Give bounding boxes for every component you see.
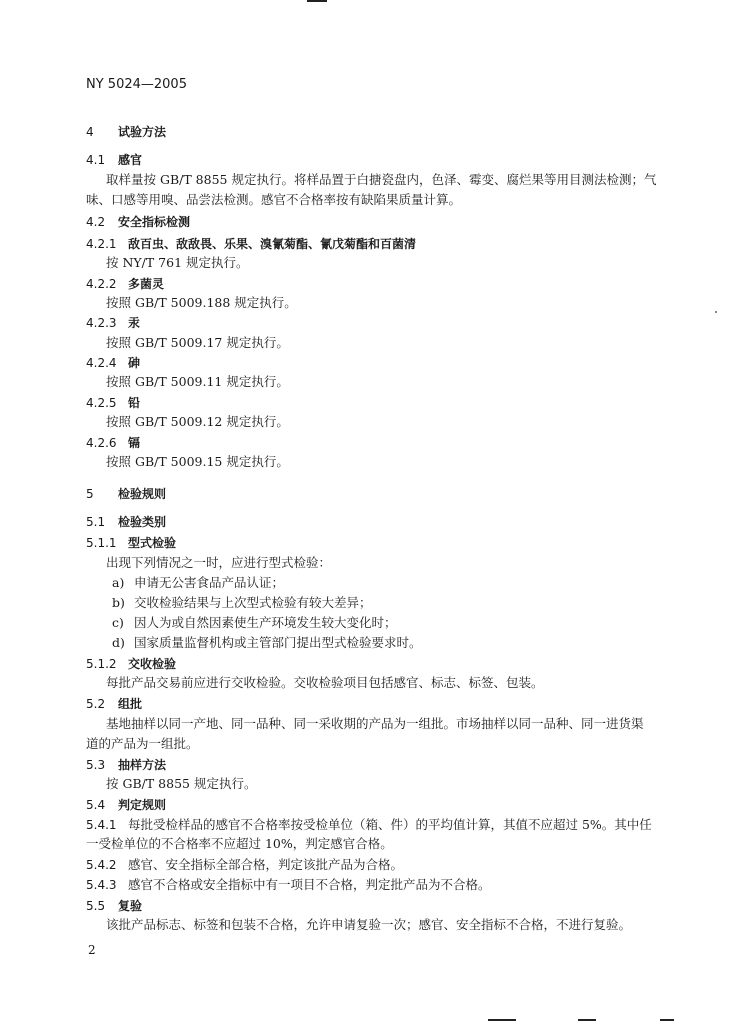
section-heading: 5.4.2 感官、安全指标全部合格，判定该批产品为合格。 bbox=[86, 857, 404, 872]
section-heading: 4 试验方法 bbox=[86, 125, 167, 139]
paragraph: 味、口感等用嗅、品尝法检测。感官不合格率按有缺陷果质量计算。 bbox=[86, 192, 462, 207]
section-heading: 4.2.1 敌百虫、敌敌畏、乐果、溴氰菊酯、氰戊菊酯和百菌清 bbox=[86, 237, 417, 251]
list-item: a) 申请无公害食品产品认证； bbox=[112, 575, 285, 590]
paragraph: 每批产品交易前应进行交收检验。交收检验项目包括感官、标志、标签、包装。 bbox=[106, 675, 544, 690]
list-item: d) 国家质量监督机构或主管部门提出型式检验要求时。 bbox=[112, 635, 422, 650]
paragraph: 出现下列情况之一时，应进行型式检验： bbox=[106, 555, 332, 570]
section-heading: 4.2.4 砷 bbox=[86, 356, 141, 370]
paragraph: 按照 GB/T 5009.15 规定执行。 bbox=[106, 454, 289, 469]
paragraph: 按照 GB/T 5009.17 规定执行。 bbox=[106, 335, 289, 350]
section-heading: 4.2.3 汞 bbox=[86, 316, 141, 330]
paragraph: 按 NY/T 761 规定执行。 bbox=[106, 255, 249, 270]
section-heading: 5.4 判定规则 bbox=[86, 798, 167, 812]
section-heading: 4.2.5 铅 bbox=[86, 396, 141, 410]
scan-mark bbox=[307, 0, 327, 2]
paragraph: 按 GB/T 8855 规定执行。 bbox=[106, 776, 257, 791]
scan-speck bbox=[715, 311, 717, 313]
paragraph: 按照 GB/T 5009.12 规定执行。 bbox=[106, 414, 289, 429]
scan-mark bbox=[660, 1019, 674, 1021]
scan-mark bbox=[488, 1019, 516, 1021]
paragraph: 基地抽样以同一产地、同一品种、同一采收期的产品为一组批。市场抽样以同一品种、同一进货渠 bbox=[106, 716, 644, 731]
paragraph: 取样量按 GB/T 8855 规定执行。将样品置于白搪瓷盘内，色泽、霉变、腐烂果等用目测法检测；气 bbox=[106, 172, 657, 187]
list-item: b) 交收检验结果与上次型式检验有较大差异； bbox=[112, 595, 372, 610]
section-heading: 5.3 抽样方法 bbox=[86, 758, 167, 772]
section-heading: 4.1 感官 bbox=[86, 153, 143, 167]
section-heading: 4.2.6 镉 bbox=[86, 436, 141, 450]
paragraph: 一受检单位的不合格率不应超过 10%，判定感官合格。 bbox=[86, 836, 393, 851]
section-heading: 5.1.1 型式检验 bbox=[86, 536, 177, 550]
paragraph: 按照 GB/T 5009.188 规定执行。 bbox=[106, 295, 297, 310]
section-heading: 5.1 检验类别 bbox=[86, 515, 167, 529]
page-number: 2 bbox=[88, 943, 96, 957]
section-heading: 5.4.1 每批受检样品的感官不合格率按受检单位（箱、件）的平均值计算，其值不应超过 5%。其中任 bbox=[86, 817, 652, 832]
scan-mark bbox=[578, 1019, 596, 1021]
paragraph: 该批产品标志、标签和包装不合格，允许申请复验一次；感官、安全指标不合格，不进行复验。 bbox=[106, 917, 632, 932]
section-heading: 5.2 组批 bbox=[86, 697, 143, 711]
section-heading: 4.2 安全指标检测 bbox=[86, 215, 191, 229]
paragraph: 按照 GB/T 5009.11 规定执行。 bbox=[106, 374, 289, 389]
standard-code: NY 5024—2005 bbox=[86, 77, 187, 92]
section-heading: 4.2.2 多菌灵 bbox=[86, 277, 165, 291]
list-item: c) 因人为或自然因素使生产环境发生较大变化时； bbox=[112, 615, 397, 630]
section-heading: 5.1.2 交收检验 bbox=[86, 657, 177, 671]
paragraph: 道的产品为一组批。 bbox=[86, 736, 199, 751]
section-heading: 5.5 复验 bbox=[86, 899, 143, 913]
section-heading: 5.4.3 感官不合格或安全指标中有一项目不合格，判定批产品为不合格。 bbox=[86, 877, 491, 892]
section-heading: 5 检验规则 bbox=[86, 487, 167, 501]
